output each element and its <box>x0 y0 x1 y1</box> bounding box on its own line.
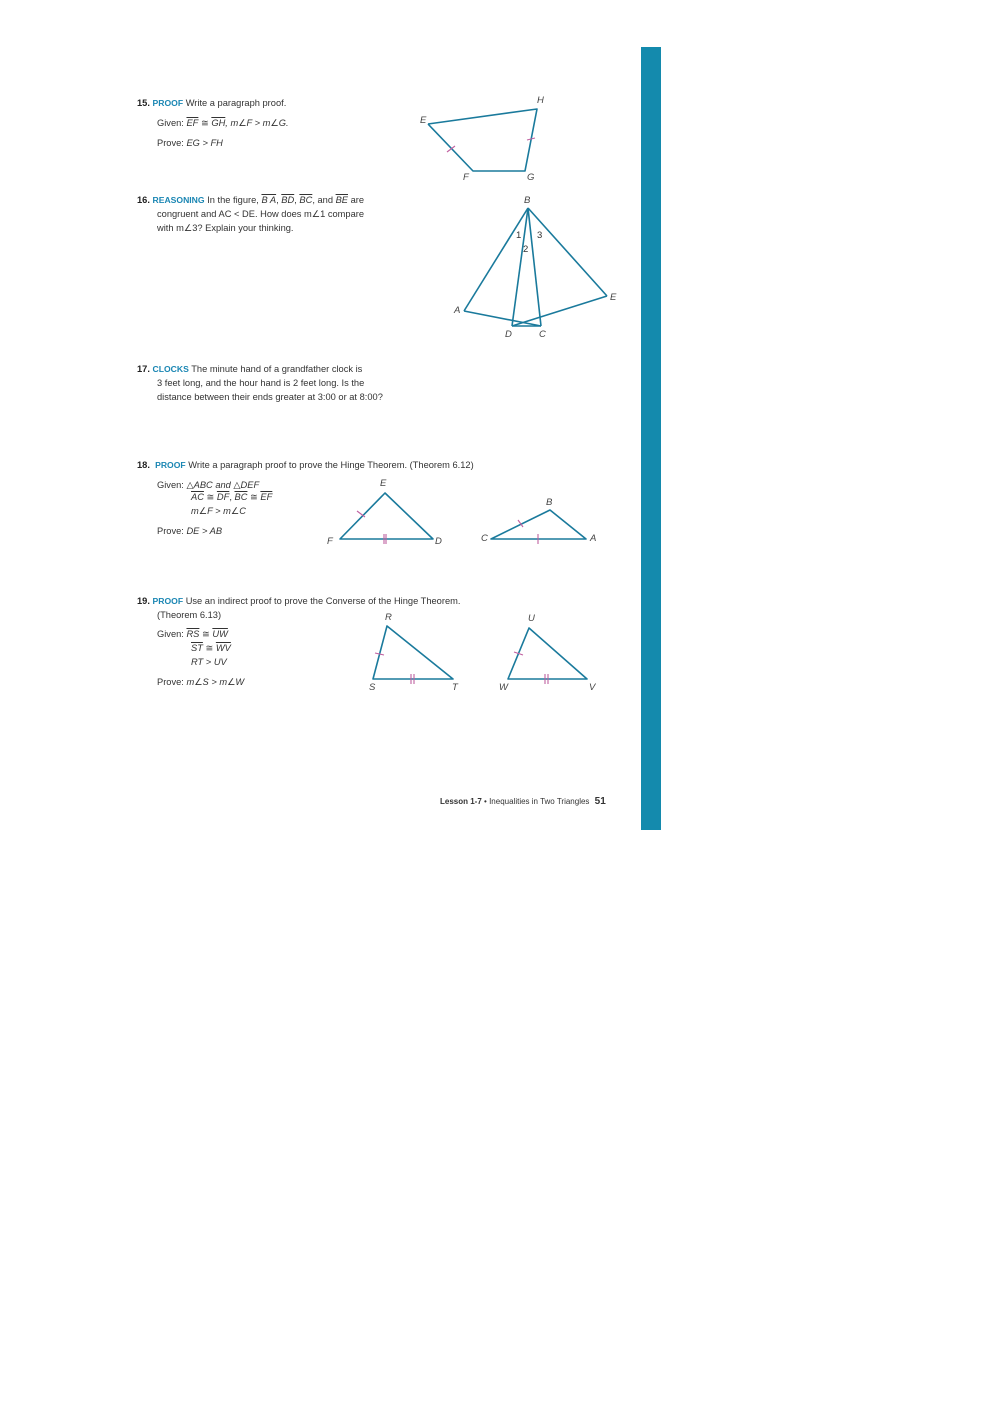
prove-statement: m∠S > m∠W <box>186 677 245 687</box>
given-triangles: △ABC and △DEF <box>186 480 260 490</box>
given-label: Given: <box>157 118 184 128</box>
and-text: , and <box>312 195 333 205</box>
segment-bc-line <box>528 208 541 326</box>
given-angles: , m∠F > m∠G. <box>225 118 289 128</box>
problem-keyword: REASONING <box>152 195 205 205</box>
segment-ef: $\overline{EF}$ <box>260 492 273 502</box>
segment-de-line <box>512 296 607 326</box>
problem-number: 18. <box>137 460 150 470</box>
congruent-symbol: ≅ <box>205 643 214 653</box>
point-label-d: D <box>435 536 442 547</box>
segment-bd-line <box>512 208 528 326</box>
point-label-e: E <box>380 478 387 489</box>
given-label: Given: <box>157 629 184 639</box>
problem-number: 17. <box>137 364 150 374</box>
problem-number: 15. <box>137 98 150 108</box>
segment-ba-line <box>464 208 528 311</box>
problem-keyword: PROOF <box>155 460 186 470</box>
problem-text: In the figure, <box>207 195 259 205</box>
point-label-g: G <box>527 172 535 183</box>
point-label-c: C <box>539 329 546 340</box>
footer-lesson: Lesson 1-7 <box>440 797 482 806</box>
point-label-f: F <box>327 536 333 547</box>
page-number: 51 <box>594 796 606 807</box>
footer-title: Inequalities in Two Triangles <box>489 797 590 806</box>
prove-statement: DE > AB <box>186 526 223 536</box>
segment-be-line <box>528 208 607 296</box>
segment-uw: $\overline{UW}$ <box>212 629 228 639</box>
congruent-symbol: ≅ <box>200 118 209 128</box>
angle-label-1: 1 <box>516 230 522 241</box>
problem-number: 16. <box>137 195 150 205</box>
point-label-b: B <box>524 195 531 206</box>
point-label-s: S <box>369 682 376 693</box>
segment-gh: $\overline{GH}$ <box>211 118 226 128</box>
triangle-rst <box>373 626 453 679</box>
segment-bd: $\overline{BD}$ <box>281 195 295 205</box>
prove-label: Prove: <box>157 138 184 148</box>
point-label-w: W <box>499 682 508 693</box>
problem-18-given-line3: m∠F > m∠C <box>191 506 246 516</box>
point-label-c: C <box>481 533 488 544</box>
problem-text: Write a paragraph proof. <box>185 98 287 108</box>
problem-19-given-line3: RT > UV <box>191 657 227 667</box>
prove-label: Prove: <box>157 526 184 536</box>
point-label-t: T <box>452 682 458 693</box>
point-label-e: E <box>420 115 427 126</box>
segment-bc: $\overline{BC}$ <box>234 492 248 502</box>
angle-label-3: 3 <box>537 230 543 241</box>
point-label-u: U <box>528 613 535 624</box>
page-footer <box>440 796 606 807</box>
problem-17-line2: 3 feet long, and the hour hand is 2 feet long. Is the <box>157 378 365 388</box>
problem-number: 19. <box>137 596 150 606</box>
segment-ef: $\overline{EF}$ <box>186 118 199 128</box>
segment-wv: $\overline{WV}$ <box>215 643 231 653</box>
angle-label-2: 2 <box>523 244 529 255</box>
segment-ba: B A <box>261 195 277 205</box>
comma: , <box>229 492 232 502</box>
point-label-e: E <box>610 292 617 303</box>
comma: , <box>294 195 297 205</box>
point-label-d: D <box>505 329 512 340</box>
problem-text: The minute hand of a grandfather clock is <box>191 364 363 374</box>
congruent-symbol: ≅ <box>250 492 258 502</box>
point-label-f: F <box>463 172 469 183</box>
problem-16-line3: with m∠3? Explain your thinking. <box>157 223 294 233</box>
point-label-h: H <box>537 95 544 106</box>
congruent-symbol: ≅ <box>206 492 215 502</box>
are-text: are <box>350 195 365 205</box>
footer-separator: • <box>484 797 487 806</box>
point-label-a: A <box>454 305 461 316</box>
prove-statement: EG > FH <box>186 138 223 148</box>
figure-15-quadrilateral <box>428 109 537 171</box>
point-label-v: V <box>589 682 596 693</box>
segment-st: $\overline{ST}$ <box>191 643 203 653</box>
triangle-def <box>340 493 433 539</box>
comma: , <box>276 195 279 205</box>
segment-rs: $\overline{RS}$ <box>186 629 200 639</box>
congruent-symbol: ≅ <box>201 629 210 639</box>
segment-ac: $\overline{AC}$ <box>191 492 204 502</box>
point-label-r: R <box>385 612 392 623</box>
point-label-b: B <box>546 497 553 508</box>
problem-16-line2: congruent and AC < DE. How does m∠1 compare <box>157 209 365 219</box>
problem-keyword: PROOF <box>152 596 184 606</box>
segment-bc: $\overline{BC}$ <box>299 195 313 205</box>
problem-text: Use an indirect proof to prove the Converse of the Hinge Theorem. <box>185 596 461 606</box>
problem-text: Write a paragraph proof to prove the Hinge Theorem. (Theorem 6.12) <box>188 460 474 470</box>
segment-ac-line <box>464 311 541 326</box>
segment-df: $\overline{DF}$ <box>216 492 230 502</box>
problem-19-line2: (Theorem 6.13) <box>157 610 222 620</box>
prove-label: Prove: <box>157 677 184 687</box>
point-label-a: A <box>590 533 597 544</box>
problem-17-line3: distance between their ends greater at 3:00 or at 8:00? <box>157 392 383 402</box>
segment-be: $\overline{BE}$ <box>335 195 348 205</box>
problem-keyword: CLOCKS <box>152 364 189 374</box>
given-label: Given: <box>157 480 184 490</box>
problem-keyword: PROOF <box>152 98 184 108</box>
